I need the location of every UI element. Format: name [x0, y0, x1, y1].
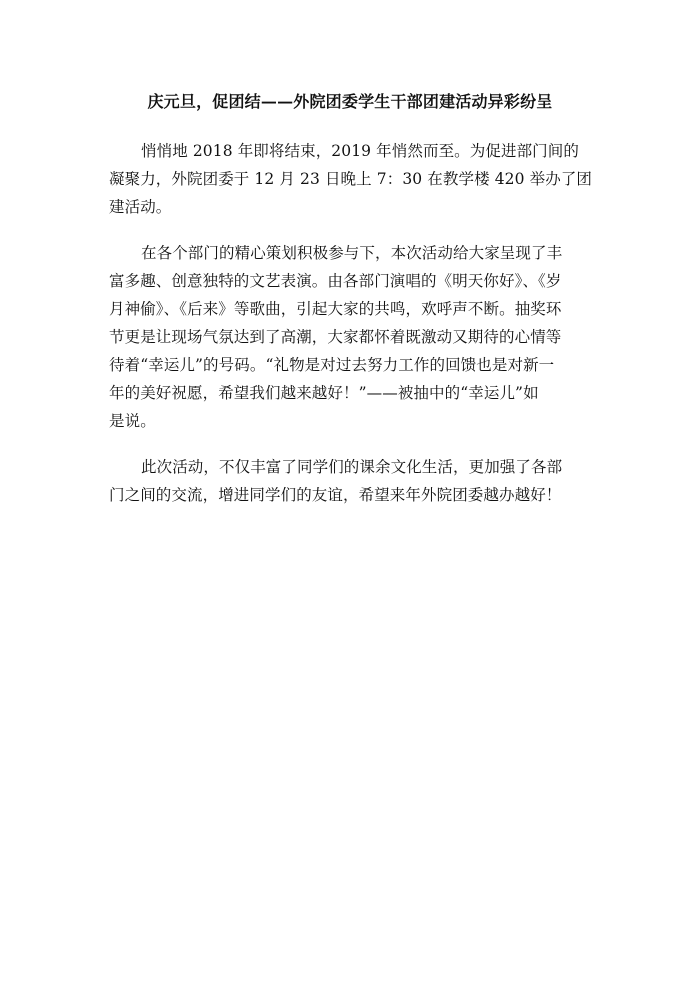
paragraph-line: 是说。	[109, 412, 156, 430]
paragraph-1	[109, 137, 591, 221]
paragraph-line: 月神偷》、《后来》等歌曲，引起大家的共鸣，欢呼声不断。抽奖环	[109, 300, 562, 318]
paragraph-line: 年的美好祝愿，希望我们越来越好！”——被抽中的“幸运儿”如	[109, 384, 539, 402]
paragraph-line: 待着“幸运儿”的号码。“礼物是对过去努力工作的回馈也是对新一	[109, 356, 555, 374]
paragraph-3	[109, 453, 591, 509]
paragraph-line: 悄悄地 2018 年即将结束，2019 年悄然而至。为促进部门间的	[141, 142, 579, 160]
document-body	[109, 137, 591, 527]
document-title: 庆元旦，促团结——外院团委学生干部团建活动异彩纷呈	[147, 92, 553, 111]
paragraph-line: 凝聚力，外院团委于 12 月 23 日晚上 7：30 在教学楼 420 举办了团	[109, 170, 593, 188]
paragraph-line: 在各个部门的精心策划积极参与下，本次活动给大家呈现了丰	[141, 244, 563, 262]
paragraph-line: 此次活动，不仅丰富了同学们的课余文化生活，更加强了各部	[141, 458, 563, 476]
paragraph-2	[109, 239, 591, 435]
paragraph-line: 建活动。	[109, 198, 172, 216]
paragraph-line: 富多趣、创意独特的文艺表演。由各部门演唱的《明天你好》、《岁	[109, 272, 562, 290]
paragraph-line: 门之间的交流，增进同学们的友谊，希望来年外院团委越办越好！	[109, 486, 562, 504]
paragraph-line: 节更是让现场气氛达到了高潮，大家都怀着既激动又期待的心情等	[109, 328, 562, 346]
